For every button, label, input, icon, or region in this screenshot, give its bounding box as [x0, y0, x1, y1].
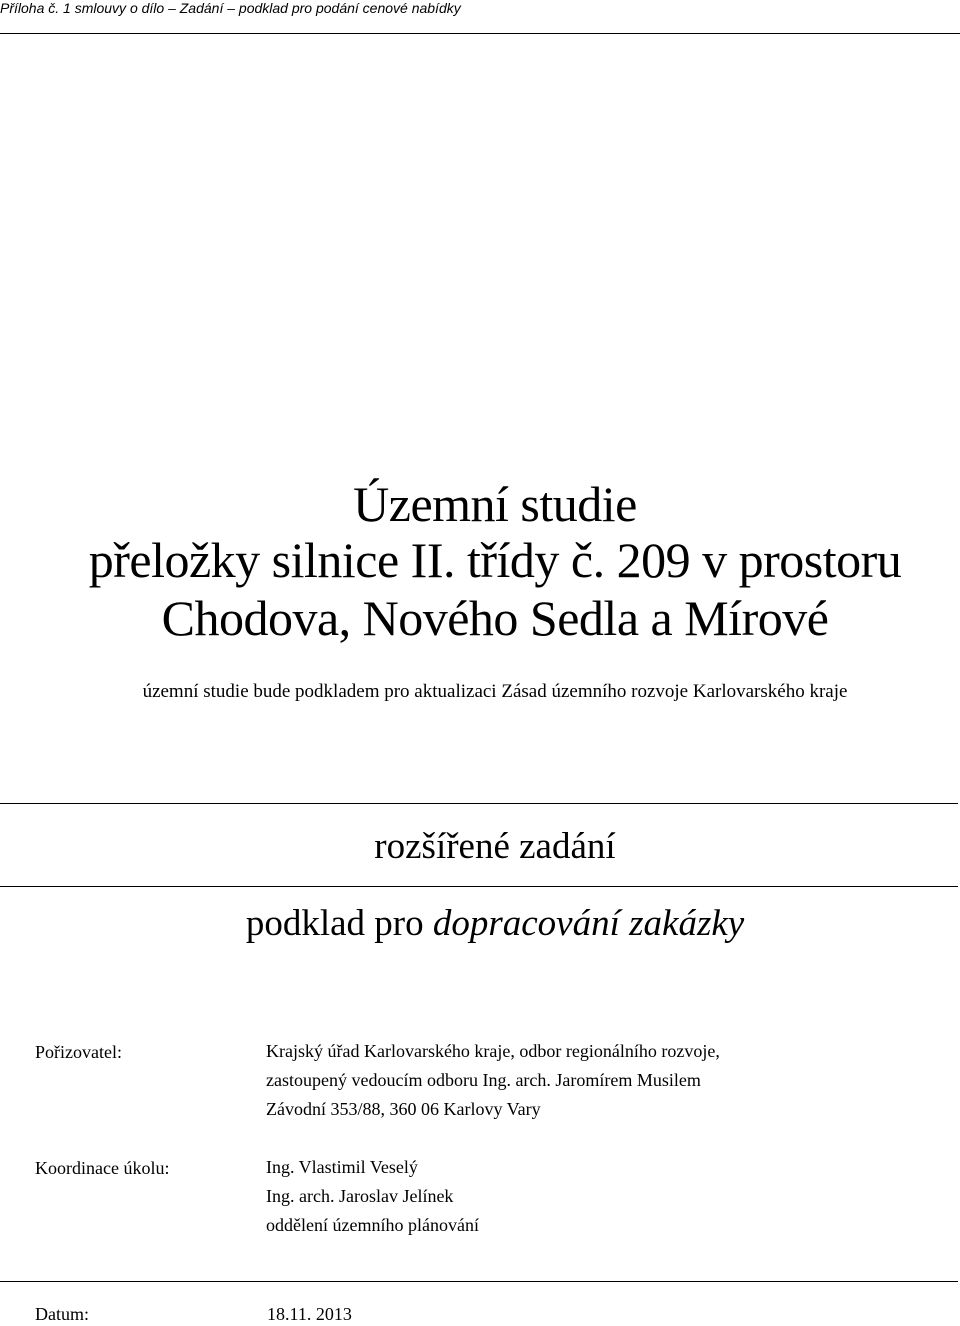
coordination-line: Ing. Vlastimil Veselý: [266, 1157, 418, 1177]
basis-heading: [0, 902, 960, 946]
section-divider-bottom: [0, 886, 958, 887]
header-note: Příloha č. 1 smlouvy o dílo – Zadání – podklad pro podání cenové nabídky: [0, 0, 461, 16]
title-line-3: Chodova, Nového Sedla a Mírové: [161, 590, 829, 646]
coordination-line: Ing. arch. Jaroslav Jelínek: [266, 1186, 454, 1206]
client-details: [266, 1037, 720, 1124]
client-line: zastoupený vedoucím odboru Ing. arch. Jaromírem Musilem: [266, 1070, 701, 1090]
basis-prefix: podklad pro: [245, 903, 433, 944]
date-value: 18.11. 2013: [267, 1304, 352, 1324]
date-label: Datum:: [35, 1304, 89, 1324]
client-line: Závodní 353/88, 360 06 Karlovy Vary: [266, 1099, 541, 1119]
extended-assignment-heading: rozšířené zadání: [374, 826, 616, 867]
title-line-2: přeložky silnice II. třídy č. 209 v prostoru: [88, 532, 902, 588]
section-divider-top: [0, 803, 958, 804]
coordination-label: Koordinace úkolu:: [35, 1158, 170, 1178]
footer-divider: [0, 1281, 958, 1282]
subtitle: územní studie bude podkladem pro aktualizaci Zásad územního rozvoje Karlovarského kraje: [142, 681, 848, 702]
client-label: Pořizovatel:: [35, 1042, 122, 1062]
basis-italic: dopracování zakázky: [432, 903, 745, 944]
coordination-details: [266, 1153, 479, 1240]
title-line-1: Územní studie: [353, 476, 637, 532]
header-divider: [0, 33, 960, 34]
client-line: Krajský úřad Karlovarského kraje, odbor regionálního rozvoje,: [266, 1041, 720, 1061]
coordination-line: oddělení územního plánování: [266, 1215, 479, 1235]
